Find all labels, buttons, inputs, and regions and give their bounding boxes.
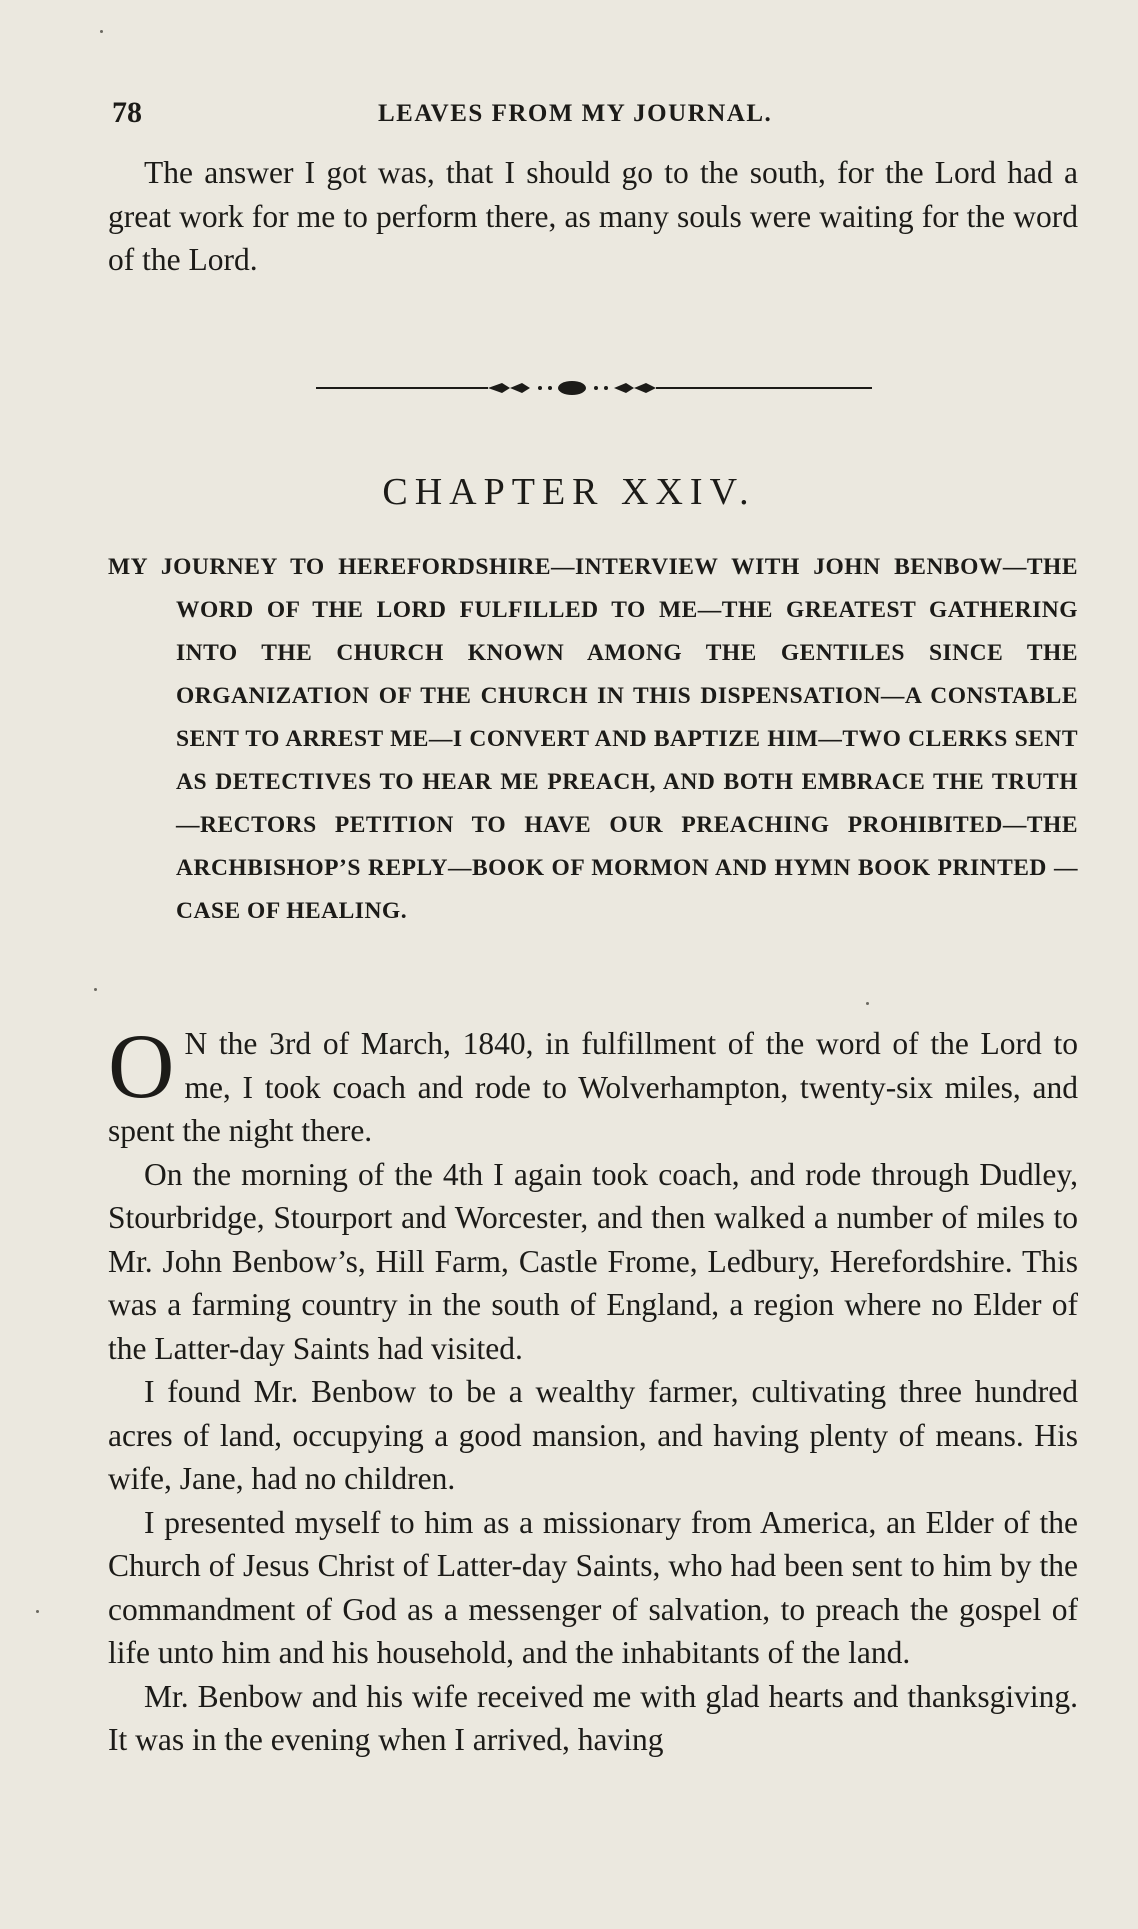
drop-cap: O [108, 1015, 175, 1117]
body-paragraph-3: I found Mr. Benbow to be a wealthy farmer, cultivating three hundred acres of land, occupying a good mansion, and having plenty of means. His wife, Jane, had no children. [108, 1374, 1078, 1496]
ornamental-divider [316, 370, 872, 406]
page-number: 78 [112, 96, 142, 129]
running-head [108, 96, 1078, 136]
page-speck [866, 1002, 869, 1005]
body-paragraph-4: I presented myself to him as a missionary from America, an Elder of the Church of Jesus Christ of Latter-day Saints, who had been sent to him by the commandment of God as a messenger of salvation, to preach the gospel of life unto him and his household, and the inhabitants of the land. [108, 1504, 1078, 1670]
page-speck [100, 30, 103, 33]
chapter-title: CHAPTER XXIV. [382, 471, 756, 513]
body-text [108, 1015, 1078, 1762]
chapter-synopsis: MY JOURNEY TO HEREFORDSHIRE—INTERVIEW WITH JOHN BENBOW—THE WORD OF THE LORD FULFILLED TO ME—THE GREATEST GATHERING INTO THE CHURCH KNOWN AMONG THE GENTILES SINCE THE ORGANIZATION OF THE CHURCH IN THIS DISPENSATION—A CONSTABLE SENT TO ARREST ME—I CONVERT AND BAPTIZE HIM—TWO CLERKS SENT AS DETECTIVES TO HEAR ME PREACH, AND BOTH EMBRACE THE TRUTH—RECTORS PETITION TO HAVE OUR PREACHING PROHIBITED—THE ARCHBISHOP’S REPLY—BOOK OF MORMON AND HYMN BOOK PRINTED —CASE OF HEALING. [108, 554, 1078, 924]
running-title: LEAVES FROM MY JOURNAL. [378, 100, 773, 127]
body-paragraph-2: On the morning of the 4th I again took coach, and rode through Dudley, Stourbridge, Stourport and Worcester, and then walked a number of miles to Mr. John Benbow’s, Hill Farm, Castle Frome, Ledbury, Herefordshire. This was a farming country in the south of England, a region where no Elder of the Latter-day Saints had visited. [108, 1156, 1078, 1366]
opening-paragraph: The answer I got was, that I should go to the south, for the Lord had a great work for me to perform there, as many souls were waiting for the word of the Lord. [108, 155, 1078, 277]
page-speck [36, 1610, 39, 1613]
body-paragraph-5: Mr. Benbow and his wife received me with glad hearts and thanksgiving. It was in the evening when I arrived, having [108, 1678, 1078, 1757]
opening-paragraph-block [108, 151, 1078, 282]
body-paragraph-1 [108, 1015, 1078, 1153]
page-speck [94, 988, 97, 991]
body-paragraph-1-text: N the 3rd of March, 1840, in fulfillment of the word of the Lord to me, I took coach and rode to Wolverhampton, twenty-six miles, and spent the night there. [108, 1026, 1078, 1148]
